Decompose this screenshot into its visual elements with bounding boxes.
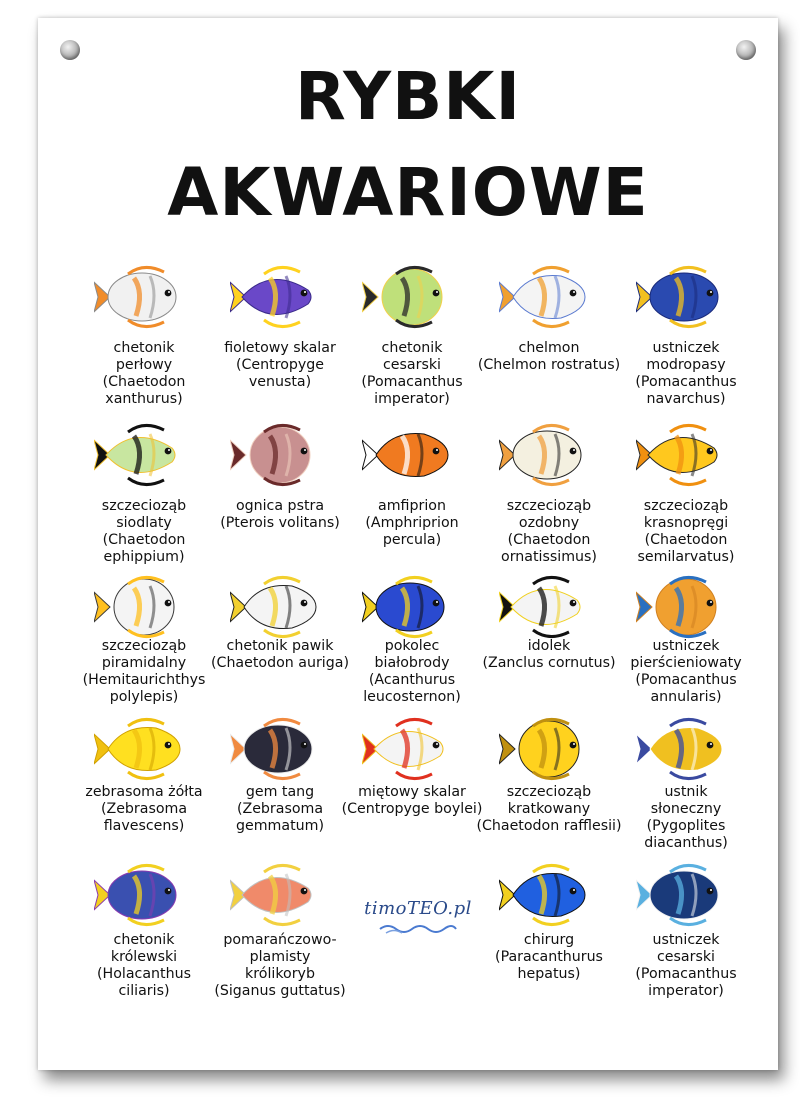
- fish-name: szczecioząb krasnopręgi (Chaetodon semilarvatus): [637, 498, 735, 565]
- fish-name: zebrasoma żółta (Zebrasoma flavescens): [85, 784, 203, 834]
- fish-name: fioletowy skalar (Centropyge venusta): [224, 340, 336, 390]
- fish-card: [338, 262, 486, 408]
- mounting-hole: [736, 40, 756, 60]
- fish-illustration: [338, 572, 486, 632]
- fish-name: chetonik cesarski (Pomacanthus imperator): [361, 340, 463, 407]
- waves-icon: [378, 921, 458, 935]
- fish-illustration: [206, 572, 354, 632]
- fish-card: [612, 714, 760, 852]
- mounting-hole: [60, 40, 80, 60]
- fish-illustration: [70, 262, 218, 334]
- fish-card: [612, 860, 760, 1000]
- fish-name: szczecioząb kratkowany (Chaetodon rafflesii): [476, 784, 622, 834]
- fish-card: [70, 420, 218, 566]
- fish-card: [206, 714, 354, 835]
- fish-illustration: [206, 262, 354, 334]
- fish-card: [475, 860, 623, 983]
- fish-illustration: [206, 860, 354, 926]
- poster: [38, 18, 778, 1070]
- fish-illustration: [612, 860, 760, 926]
- fish-card: [206, 420, 354, 532]
- fish-card: [70, 262, 218, 408]
- fish-name: chelmon (Chelmon rostratus): [477, 340, 621, 373]
- fish-illustration: [475, 420, 623, 492]
- fish-illustration: [70, 714, 218, 778]
- fish-illustration: [475, 262, 623, 334]
- fish-illustration: [338, 714, 486, 778]
- fish-name: szczecioząb piramidalny (Hemitaurichthys polylepis): [82, 638, 206, 705]
- fish-illustration: [475, 714, 623, 778]
- fish-illustration: [70, 420, 218, 492]
- fish-card: [475, 262, 623, 374]
- title-line-1: RYBKI: [294, 58, 521, 135]
- brand-logo: [358, 898, 478, 935]
- fish-name: miętowy skalar (Centropyge boylei): [341, 784, 483, 817]
- fish-card: [475, 420, 623, 566]
- fish-illustration: [612, 262, 760, 334]
- fish-name: chetonik pawik (Chaetodon auriga): [211, 638, 349, 671]
- fish-illustration: [206, 714, 354, 778]
- fish-illustration: [475, 572, 623, 632]
- fish-name: ustnik słoneczny (Pygoplites diacanthus): [644, 784, 728, 851]
- fish-name: pomarańczowo-plamisty królikoryb (Siganus guttatus): [214, 932, 346, 999]
- fish-card: [206, 262, 354, 391]
- brand-text: timoTEO.pl: [364, 898, 472, 919]
- fish-card: [475, 714, 623, 835]
- fish-card: [338, 572, 486, 706]
- fish-illustration: [338, 420, 486, 492]
- fish-card: [70, 714, 218, 835]
- fish-card: [612, 262, 760, 408]
- fish-card: [612, 420, 760, 566]
- fish-name: gem tang (Zebrasoma gemmatum): [236, 784, 324, 834]
- fish-name: pokolec białobrody (Acanthurus leucosternon): [363, 638, 461, 705]
- fish-name: szczecioząb ozdobny (Chaetodon ornatissimus): [501, 498, 597, 565]
- fish-name: szczecioząb siodlaty (Chaetodon ephippium): [101, 498, 187, 565]
- fish-name: chetonik królewski (Holacanthus ciliaris): [97, 932, 191, 999]
- fish-card: [338, 714, 486, 818]
- fish-card: [70, 572, 218, 706]
- fish-illustration: [70, 860, 218, 926]
- fish-illustration: [612, 572, 760, 632]
- fish-name: chetonik perłowy (Chaetodon xanthurus): [102, 340, 186, 407]
- fish-illustration: [612, 420, 760, 492]
- fish-illustration: [475, 860, 623, 926]
- fish-card: [475, 572, 623, 672]
- fish-illustration: [612, 714, 760, 778]
- fish-illustration: [206, 420, 354, 492]
- fish-name: ustniczek modropasy (Pomacanthus navarchus): [635, 340, 737, 407]
- fish-card: [70, 860, 218, 1000]
- fish-card: [206, 860, 354, 1000]
- fish-card: [206, 572, 354, 672]
- fish-card: [612, 572, 760, 706]
- fish-illustration: [70, 572, 218, 632]
- fish-name: ustniczek cesarski (Pomacanthus imperator): [635, 932, 737, 999]
- fish-name: idolek (Zanclus cornutus): [482, 638, 616, 671]
- fish-card: [338, 420, 486, 549]
- fish-name: ognica pstra (Pterois volitans): [220, 498, 340, 531]
- title-line-2: AKWARIOWE: [167, 154, 649, 231]
- fish-name: amfiprion (Amphriprion percula): [365, 498, 459, 548]
- fish-illustration: [338, 262, 486, 334]
- fish-name: ustniczek pierścieniowaty (Pomacanthus annularis): [630, 638, 742, 705]
- fish-name: chirurg (Paracanthurus hepatus): [495, 932, 603, 982]
